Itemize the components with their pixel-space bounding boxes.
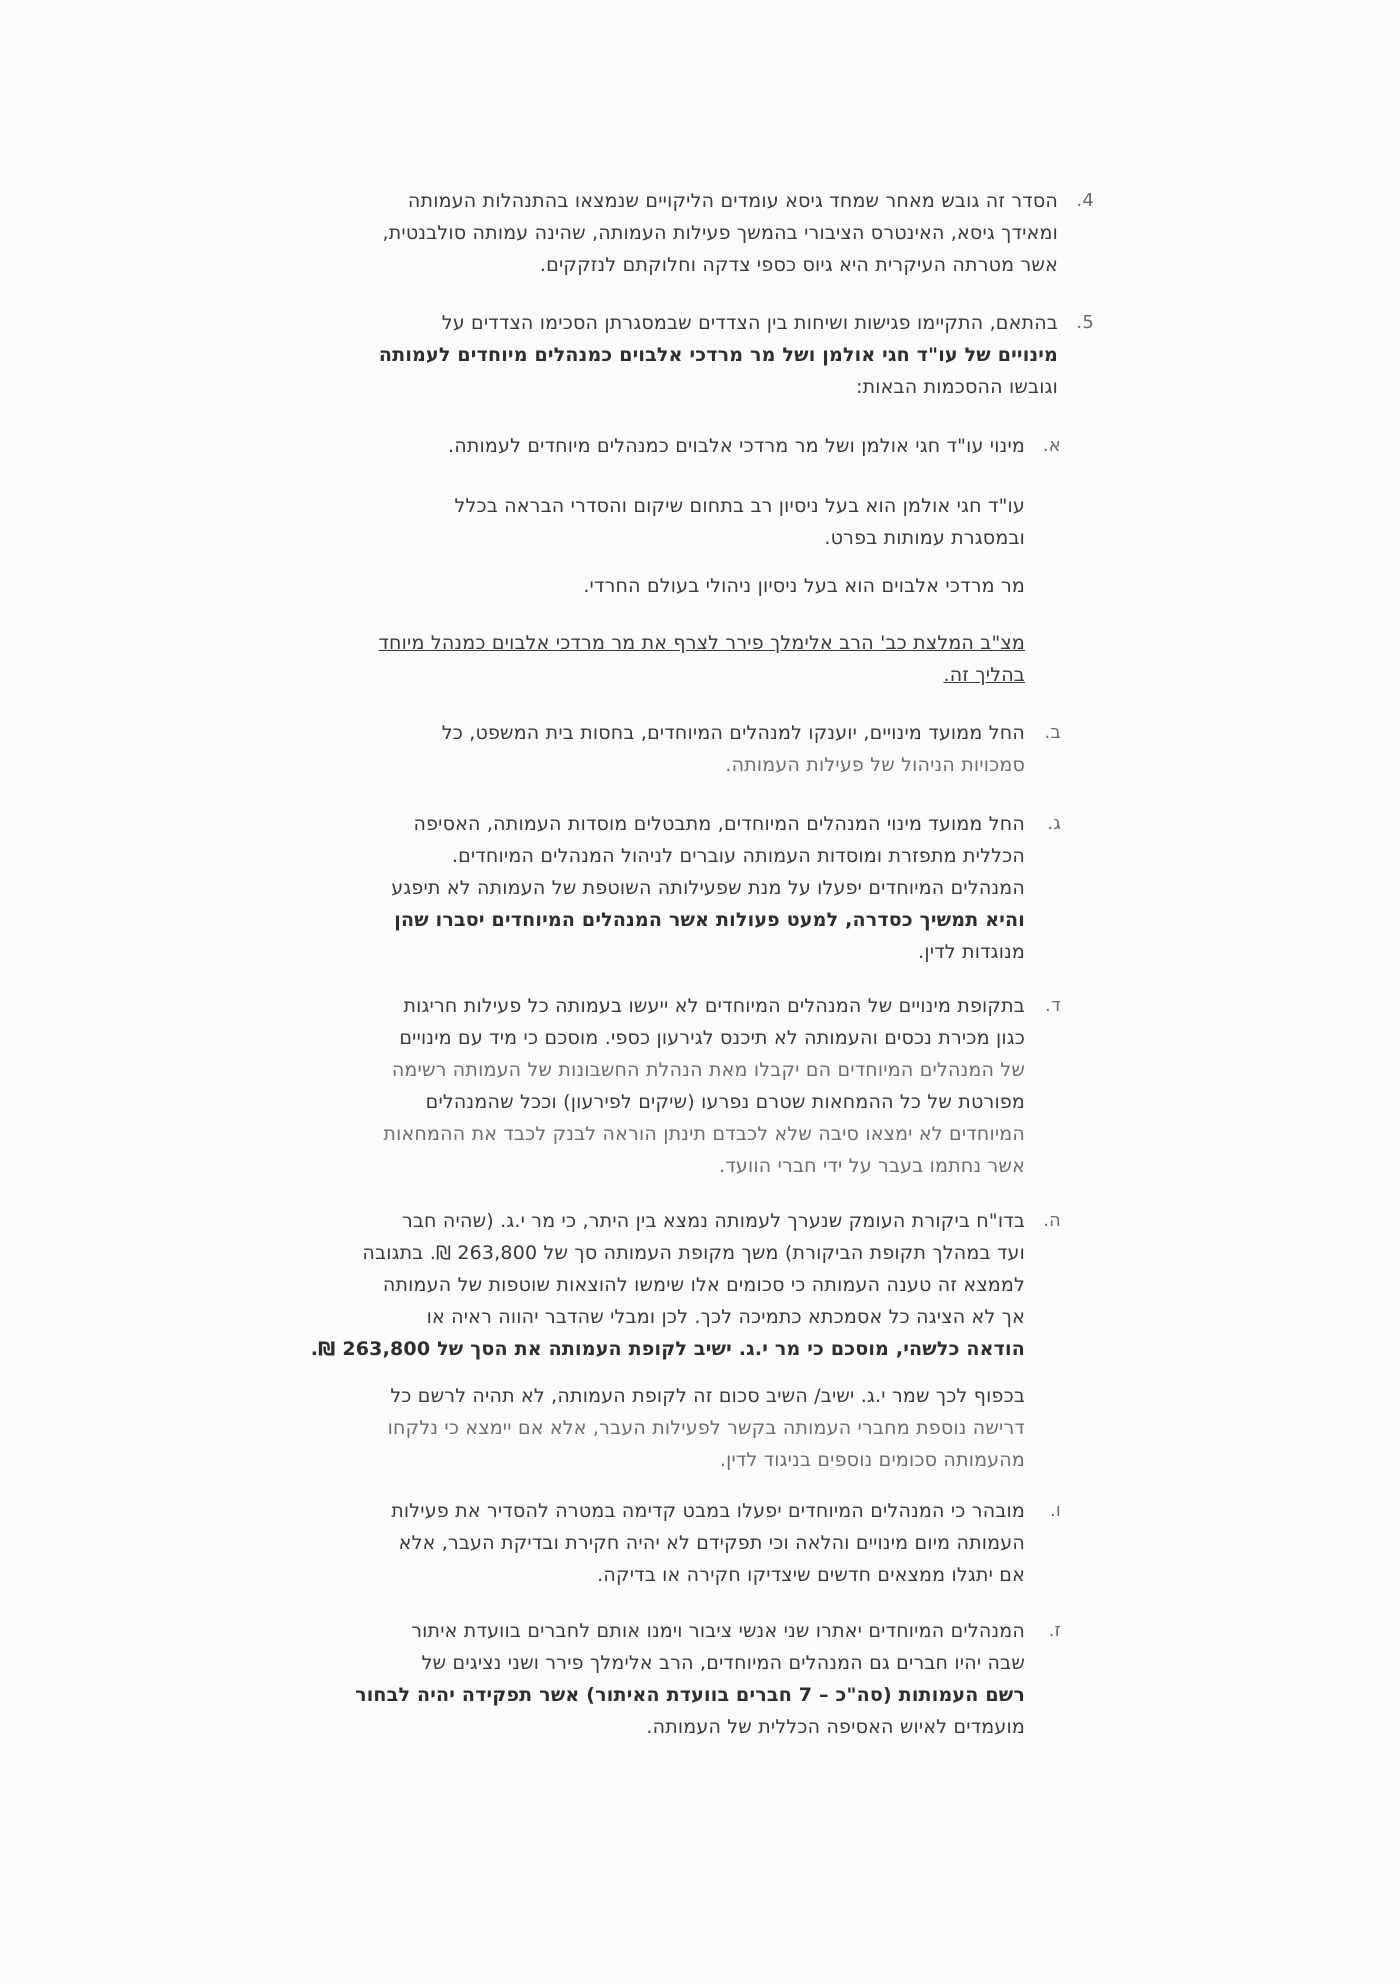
text-line: העמותה מיום מינויים והלאה וכי תפקידם לא יהיה חקירת ובדיקת העבר, אלא [398, 1532, 1025, 1554]
subsection-bet [255, 717, 1061, 781]
text-line: מינוי עו"ד חגי אולמן ושל מר מרדכי אלבוים כמנהלים מיוחדים לעמותה. [447, 435, 1025, 457]
subsection-letter: א. [1042, 435, 1061, 456]
subsection-he [255, 1205, 1061, 1365]
text-line: אשר מטרתה העיקרית היא גיוס כספי צדקה וחלוקתם לנזקקים. [539, 254, 1058, 276]
text-line: מנוגדות לדין. [918, 941, 1025, 963]
subsection-letter: ז. [1048, 1620, 1061, 1641]
text-line: מינויים של עו"ד חגי אולמן ושל מר מרדכי אלבוים כמנהלים מיוחדים לעמותה [378, 344, 1058, 366]
text-line: ובמסגרת עמותות בפרט. [824, 527, 1025, 549]
subsection-alef-recommendation [255, 627, 1025, 691]
text-line: בהליך זה. [943, 664, 1025, 686]
subsection-zayin [255, 1615, 1061, 1743]
text-line: הודאה כלשהי, מוסכם כי מר י.ג. ישיב לקופת העמותה את הסך של 263,800 ₪. [310, 1338, 1025, 1360]
subsection-letter: ו. [1049, 1500, 1061, 1521]
text-line: כגון מכירת נכסים והעמותה לא תיכנס לגירעון כספי. מוסכם כי מיד עם מינויים [399, 1027, 1025, 1049]
paragraph-5 [288, 307, 1094, 403]
text-line: דרישה נוספת מחברי העמותה בקשר לפעילות העבר, אלא אם יימצא כי נלקחו [387, 1417, 1025, 1439]
text-line: רשם העמותות (סה"כ – 7 חברים בוועדת האיתור) אשר תפקידה יהיה לבחור [355, 1684, 1025, 1706]
text-line: מר מרדכי אלבוים הוא בעל ניסיון ניהולי בעולם החרדי. [583, 575, 1025, 597]
text-line: ועד במהלך תקופת הביקורת) משך מקופת העמותה סך של 263,800 ₪. בתגובה [362, 1242, 1025, 1264]
text-line: עו"ד חגי אולמן הוא בעל ניסיון רב בתחום שיקום והסדרי הבראה בכלל [454, 495, 1025, 517]
text-line: ומאידך גיסא, האינטרס הציבורי בהמשך פעילות העמותה, שהינה עמותה סולבנטית, [382, 222, 1058, 244]
subsection-alef-detail-1 [255, 490, 1025, 554]
text-line: החל ממועד מינויים, יוענקו למנהלים המיוחדים, בחסות בית המשפט, כל [441, 722, 1025, 744]
text-line: המנהלים המיוחדים יאתרו שני אנשי ציבור וימנו אותם לחברים בוועדת איתור [411, 1620, 1025, 1642]
text-line: בתקופת מינויים של המנהלים המיוחדים לא ייעשו בעמותה כל פעילות חריגות [403, 995, 1025, 1017]
text-line: סמכויות הניהול של פעילות העמותה. [725, 754, 1025, 776]
subsection-he-continuation [255, 1380, 1025, 1476]
text-line: אשר נחתמו בעבר על ידי חברי הוועד. [719, 1155, 1025, 1177]
text-line: החל ממועד מינוי המנהלים המיוחדים, מתבטלים מוסדות העמותה, האסיפה [413, 813, 1025, 835]
text-line: המנהלים המיוחדים יפעלו על מנת שפעילותה השוטפת של העמותה לא תיפגע [391, 877, 1025, 899]
text-line: והיא תמשיך כסדרה, למעט פעולות אשר המנהלים המיוחדים יסברו שהן [394, 909, 1025, 931]
text-line: אך לא הציגה כל אסמכתא כתמיכה לכך. לכן ומבלי שהדבר יהווה ראיה או [426, 1306, 1025, 1328]
subsection-letter: ב. [1044, 722, 1061, 743]
text-line: בדו"ח ביקורת העומק שנערך לעמותה נמצא בין היתר, כי מר י.ג. (שהיה חבר [401, 1210, 1025, 1232]
text-line: הסדר זה גובש מאחר שמחד גיסא עומדים הליקויים שנמצאו בהתנהלות העמותה [407, 190, 1058, 212]
text-line: מצ"ב המלצת כב' הרב אלימלך פירר לצרף את מר מרדכי אלבוים כמנהל מיוחד [378, 632, 1025, 654]
subsection-alef [255, 430, 1061, 462]
text-line: מהעמותה סכומים נוספים בניגוד לדין. [719, 1449, 1025, 1471]
paragraph-number: 5. [1076, 312, 1094, 333]
subsection-letter: ד. [1045, 995, 1061, 1016]
subsection-dalet [255, 990, 1061, 1182]
text-line: בכפוף לכך שמר י.ג. ישיב/ השיב סכום זה לקופת העמותה, לא תהיה לרשם כל [390, 1385, 1025, 1407]
subsection-gimel [255, 808, 1061, 968]
text-line: מועמדים לאיוש האסיפה הכללית של העמותה. [646, 1716, 1025, 1738]
text-line: בהתאם, התקיימו פגישות ושיחות בין הצדדים שבמסגרתן הסכימו הצדדים על [441, 312, 1058, 334]
subsection-alef-detail-2 [255, 570, 1025, 602]
subsection-letter: ג. [1047, 813, 1061, 834]
text-line: וגובשו ההסכמות הבאות: [855, 376, 1058, 398]
text-line: שבה יהיו חברים גם המנהלים המיוחדים, הרב אלימלך פירר ושני נציגים של [421, 1652, 1025, 1674]
text-line: אם יתגלו ממצאים חדשים שיצדיקו חקירה או בדיקה. [597, 1564, 1025, 1586]
paragraph-number: 4. [1076, 190, 1094, 211]
text-line: הכללית מתפזרת ומוסדות העמותה עוברים לניהול המנהלים המיוחדים. [451, 845, 1025, 867]
subsection-letter: ה. [1043, 1210, 1061, 1231]
text-line: מובהר כי המנהלים המיוחדים יפעלו במבט קדימה במטרה להסדיר את פעילות [391, 1500, 1025, 1522]
text-line: מפורטת של כל ההמחאות שטרם נפרעו (שיקים לפירעון) וככל שהמנהלים [425, 1091, 1025, 1113]
subsection-vav [255, 1495, 1061, 1591]
text-line: לממצא זה טענה העמותה כי סכומים אלו שימשו להוצאות שוטפות של העמותה [382, 1274, 1025, 1296]
text-line: המיוחדים לא ימצאו סיבה שלא לכבדם תינתן הוראה לבנק לכבד את ההמחאות [383, 1123, 1025, 1145]
text-line: של המנהלים המיוחדים הם יקבלו מאת הנהלת החשבונות של העמותה רשימה [391, 1059, 1025, 1081]
paragraph-4 [288, 185, 1094, 281]
